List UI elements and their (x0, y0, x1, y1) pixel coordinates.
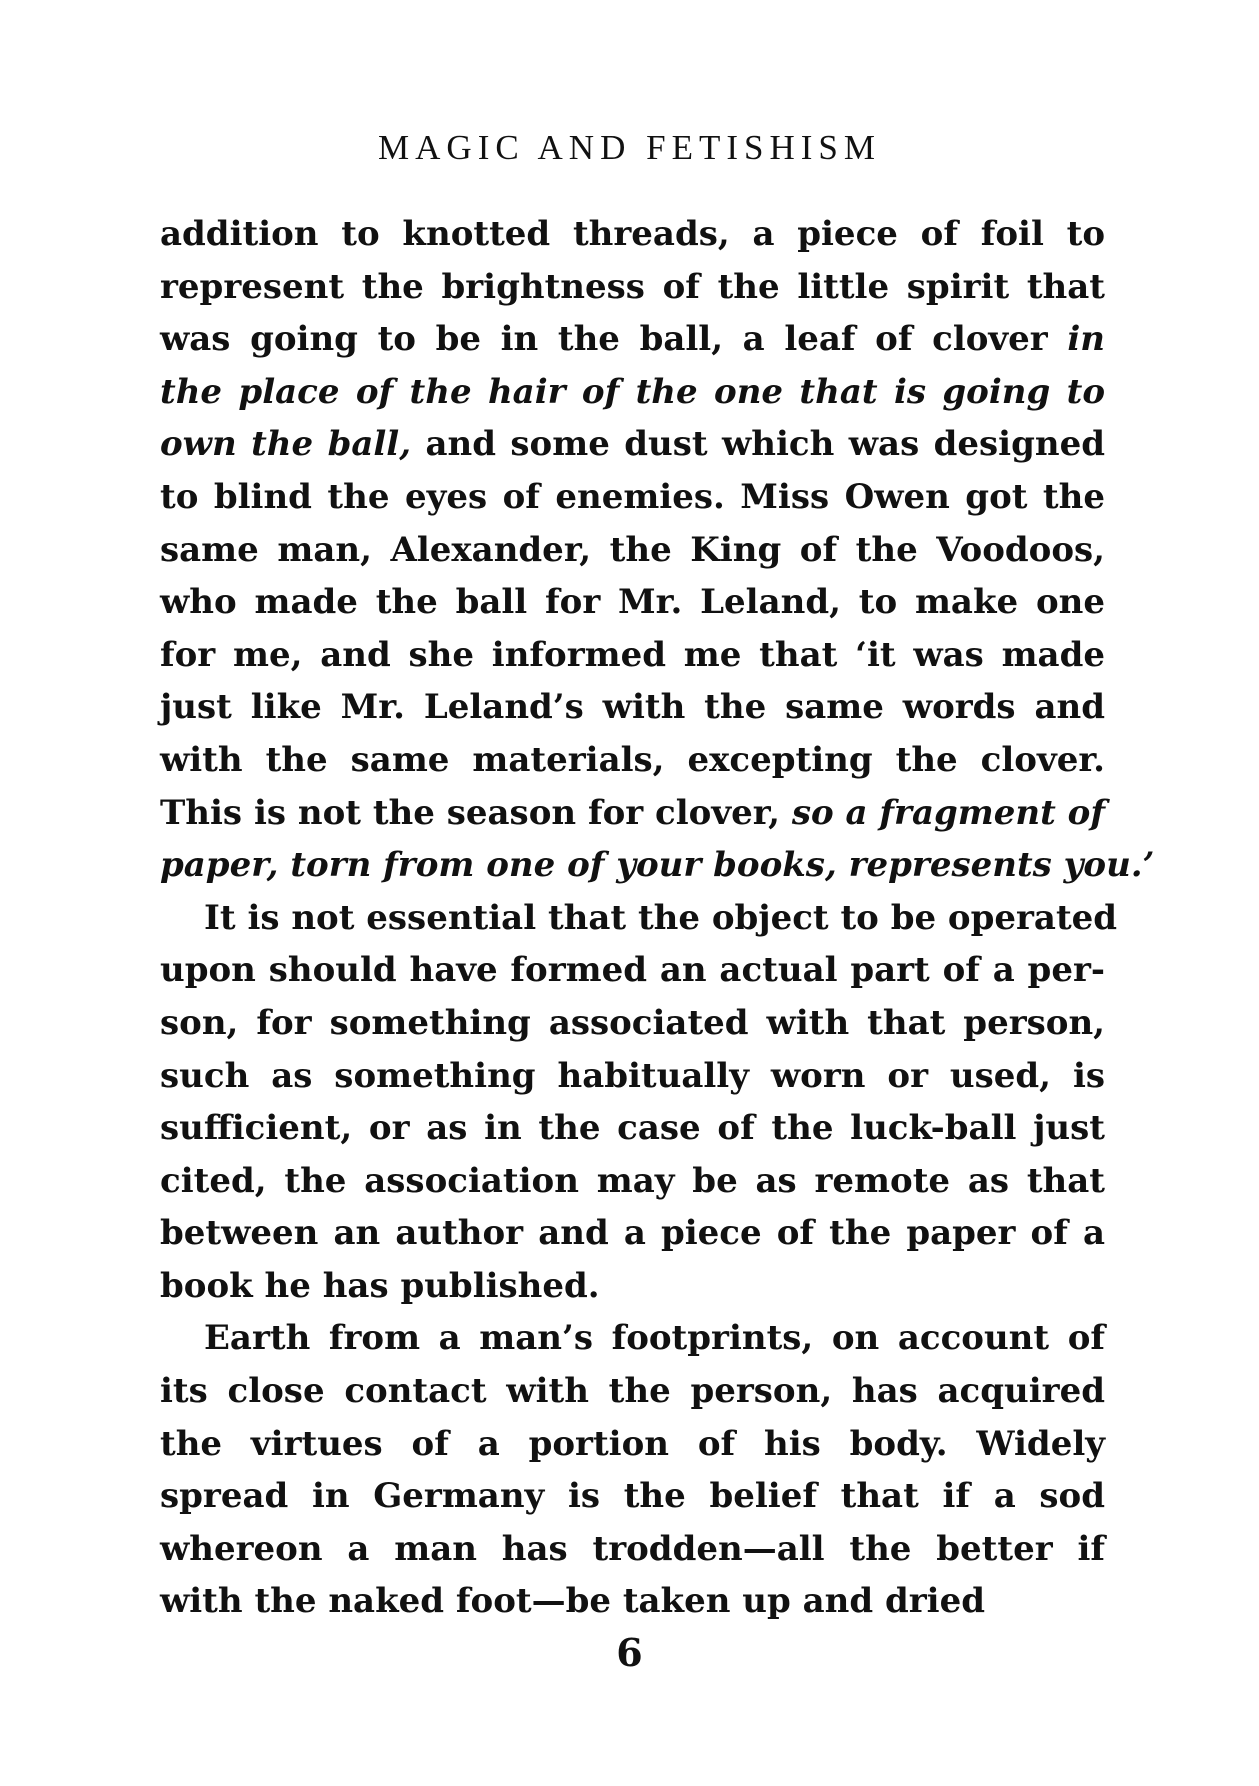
text-run: same man, Alexander, the King of the Voodoos, (160, 529, 1105, 570)
text-run: son, for something associated with that person, (160, 1002, 1105, 1043)
text-run: to blind the eyes of enemies. Miss Owen got the (160, 476, 1105, 517)
text-run: and some dust which was designed (411, 424, 1105, 465)
running-head: MAGIC AND FETISHISM (378, 128, 881, 167)
body-text (160, 208, 1155, 1628)
text-run: cited, the association may be as remote as that (160, 1160, 1105, 1201)
text-line (160, 471, 1105, 524)
text-run: book he has published. (160, 1265, 600, 1306)
text-line (160, 839, 1155, 892)
text-run: spread in Germany is the belief that if a sod (160, 1476, 1105, 1517)
text-line (160, 944, 1105, 997)
text-run: with the naked foot—be taken up and dried (160, 1581, 985, 1622)
text-run: addition to knotted threads, a piece of foil to (160, 214, 1105, 254)
italic-text: paper, torn from one of your books, represents you.’ (160, 845, 1155, 886)
text-line (160, 208, 1105, 261)
text-line (160, 1260, 1105, 1313)
text-line (160, 997, 1105, 1050)
text-line (160, 1365, 1105, 1418)
text-run: Earth from a man’s footprints, on account of (204, 1318, 1105, 1359)
text-line (160, 524, 1105, 577)
text-run: for me, and she informed me that ‘it was made (160, 634, 1105, 675)
text-line (160, 892, 1118, 945)
text-line (160, 629, 1105, 682)
text-run: sufficient, or as in the case of the luck-ball just (160, 1108, 1105, 1149)
text-line (160, 1575, 1105, 1628)
text-line (160, 1207, 1105, 1260)
paragraph (160, 208, 1155, 892)
page-number: 6 (616, 1630, 643, 1675)
text-run: upon should have formed an actual part of a per- (160, 950, 1105, 991)
italic-text: the place of the hair of the one that is going to (160, 371, 1105, 412)
text-line (160, 681, 1105, 734)
text-run: was going to be in the ball, a leaf of clover (160, 319, 1068, 360)
text-run: This is not the season for clover, (160, 792, 792, 833)
text-run: its close contact with the person, has acquired (160, 1371, 1105, 1412)
text-line (160, 261, 1105, 314)
text-run: represent the brightness of the little spirit that (160, 266, 1105, 307)
text-line (160, 1050, 1105, 1103)
text-line (160, 1312, 1105, 1365)
text-line (160, 1470, 1105, 1523)
text-run: such as something habitually worn or used, is (160, 1055, 1105, 1096)
text-run: just like Mr. Leland’s with the same words and (160, 687, 1105, 728)
text-line (160, 1523, 1105, 1576)
text-run: between an author and a piece of the paper of a (160, 1213, 1105, 1254)
text-line (160, 1102, 1105, 1155)
text-line (160, 418, 1105, 471)
text-line (160, 1155, 1105, 1208)
paragraph (160, 892, 1118, 1313)
text-line (160, 1418, 1105, 1471)
italic-text: so a fragment of (791, 792, 1105, 833)
text-line (160, 313, 1105, 366)
paragraph (160, 1312, 1105, 1628)
text-run: who made the ball for Mr. Leland, to make one (160, 582, 1105, 623)
text-run: with the same materials, excepting the clover. (160, 739, 1105, 780)
italic-text: in (1067, 319, 1105, 360)
italic-text: own the ball, (160, 424, 412, 465)
text-run: It is not essential that the object to be operated (204, 897, 1118, 938)
text-run: the virtues of a portion of his body. Widely (160, 1423, 1105, 1464)
text-line (160, 366, 1105, 419)
text-line (160, 576, 1105, 629)
text-run: whereon a man has trodden—all the better if (160, 1528, 1105, 1569)
text-line (160, 734, 1105, 787)
text-line (160, 787, 1105, 840)
